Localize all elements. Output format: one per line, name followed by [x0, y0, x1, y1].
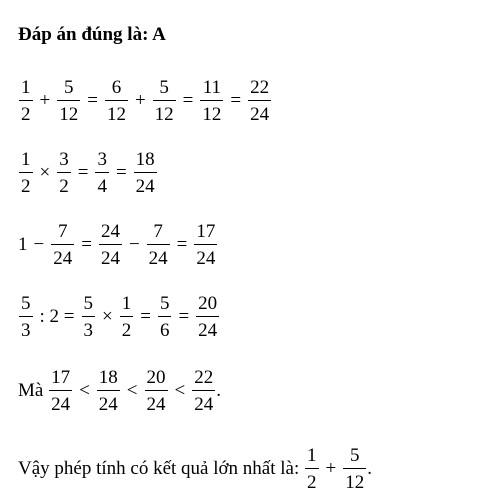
denominator: 24: [53, 248, 73, 269]
denominator: 24: [196, 248, 216, 269]
numerator: 18: [135, 149, 155, 170]
operator: =: [81, 234, 92, 255]
numerator: 1: [121, 293, 132, 314]
equation-line-4: [18, 294, 220, 340]
numerator: 6: [111, 77, 122, 98]
numerator: 7: [153, 221, 163, 242]
operator: =: [115, 162, 127, 183]
equation-line-3: [18, 222, 218, 268]
operator: ×: [102, 306, 113, 327]
fraction: [57, 150, 71, 196]
denominator: 3: [83, 320, 93, 341]
numerator: 5: [63, 77, 74, 98]
numerator: 5: [21, 293, 31, 314]
denominator: 24: [51, 394, 71, 415]
denominator: 24: [146, 394, 166, 415]
text: Vậy phép tính có kết quả lớn nhất là:: [18, 458, 305, 479]
numerator: 1: [21, 149, 31, 170]
fraction: [19, 78, 33, 124]
denominator: 2: [307, 472, 317, 493]
operator: <: [126, 380, 138, 401]
numerator: 3: [59, 149, 69, 170]
equation-line-1: [18, 78, 272, 124]
numerator: 7: [57, 221, 68, 242]
operator: : 2 =: [39, 306, 75, 327]
numerator: 5: [159, 293, 170, 314]
fraction: [147, 222, 170, 268]
denominator: 24: [198, 320, 218, 341]
operator: =: [178, 306, 190, 327]
fraction: [305, 446, 319, 492]
fraction: [192, 368, 215, 414]
fraction: [82, 294, 96, 340]
fraction: [200, 78, 223, 124]
denominator: 12: [345, 472, 365, 493]
operator: −: [128, 234, 140, 255]
operator: =: [182, 90, 194, 111]
denominator: 2: [59, 176, 69, 197]
numerator: 20: [146, 367, 166, 388]
numerator: 24: [100, 221, 120, 242]
operator: <: [174, 380, 186, 401]
denominator: 24: [135, 176, 155, 197]
fraction: [19, 294, 33, 340]
operator: =: [87, 90, 98, 111]
operator: ×: [39, 162, 51, 183]
fraction: [51, 222, 74, 268]
numerator: 17: [196, 221, 216, 242]
operator: −: [33, 234, 45, 255]
denominator: 4: [97, 176, 107, 197]
fraction: [95, 150, 109, 196]
denominator: 3: [21, 320, 31, 341]
denominator: 24: [194, 394, 214, 415]
fraction: [343, 446, 366, 492]
text: .: [216, 380, 221, 401]
numerator: 22: [194, 367, 214, 388]
numerator: 5: [159, 77, 169, 98]
numerator: 11: [202, 77, 222, 98]
denominator: 24: [148, 248, 168, 269]
operator: =: [77, 162, 89, 183]
answer-heading: Đáp án đúng là: A: [18, 24, 166, 45]
text: Mà: [18, 380, 49, 401]
fraction: [153, 78, 176, 124]
numerator: 1: [21, 77, 31, 98]
operator: =: [176, 234, 188, 255]
numerator: 17: [51, 367, 71, 388]
fraction: [134, 150, 157, 196]
numerator: 18: [98, 367, 118, 388]
text: 1: [18, 234, 28, 255]
operator: =: [140, 306, 151, 327]
operator: <: [79, 380, 90, 401]
conclusion-line: [18, 446, 372, 492]
denominator: 12: [59, 104, 79, 125]
fraction: [196, 294, 219, 340]
equation-line-2: [18, 150, 158, 196]
denominator: 12: [106, 104, 126, 125]
operator: +: [134, 90, 146, 111]
denominator: 6: [159, 320, 170, 341]
denominator: 12: [202, 104, 222, 125]
fraction: [105, 78, 128, 124]
denominator: 2: [21, 176, 31, 197]
numerator: 20: [198, 293, 218, 314]
denominator: 2: [121, 320, 132, 341]
numerator: 3: [97, 149, 107, 170]
numerator: 22: [250, 77, 270, 98]
numerator: 5: [349, 445, 360, 466]
fraction: [97, 368, 120, 414]
comparison-line: [18, 368, 221, 414]
denominator: 12: [154, 104, 174, 125]
denominator: 2: [21, 104, 31, 125]
fraction: [248, 78, 271, 124]
operator: =: [230, 90, 242, 111]
operator: +: [39, 90, 51, 111]
numerator: 5: [83, 293, 93, 314]
denominator: 24: [100, 248, 120, 269]
numerator: 1: [307, 445, 317, 466]
fraction: [145, 368, 168, 414]
denominator: 24: [250, 104, 270, 125]
fraction: [99, 222, 122, 268]
operator: +: [325, 458, 337, 479]
fraction: [19, 150, 33, 196]
denominator: 24: [98, 394, 118, 415]
fraction: [120, 294, 134, 340]
fraction: [158, 294, 172, 340]
fraction: [57, 78, 80, 124]
fraction: [49, 368, 72, 414]
fraction: [194, 222, 217, 268]
text: .: [367, 458, 372, 479]
